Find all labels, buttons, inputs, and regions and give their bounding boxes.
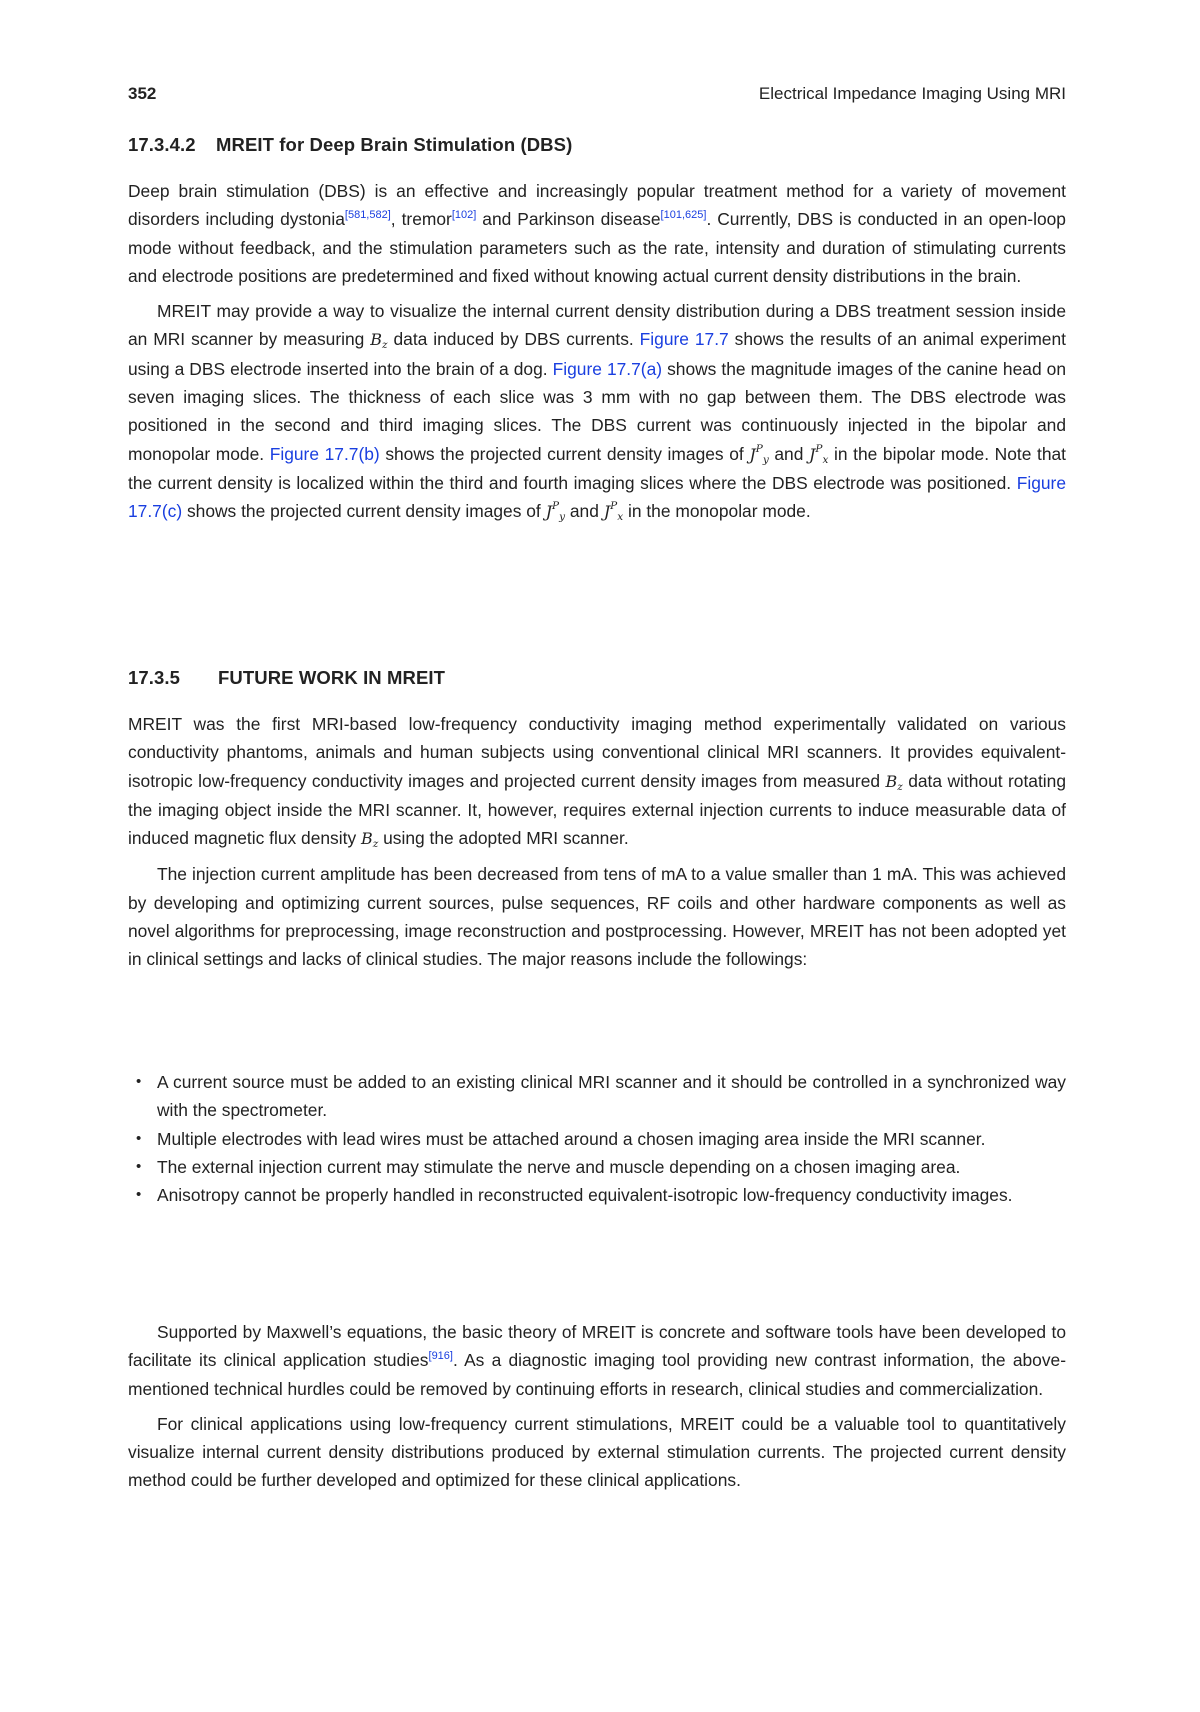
math-symbol: $B_z$ <box>370 330 388 352</box>
paragraph: MREIT was the first MRI-based low-frequency conductivity imaging method experimentally validated on various conductivity phantoms, animals and human subjects using conventional clinical MRI scanners. It provides equivalent-isotropic low-frequency conductivity images and projected current density images from measured $B_z$ data without rotating the imaging object inside the MRI scanner. It, however, requires external injection currents to induce measurable data of induced magnetic flux density $B_z$ using the adopted MRI scanner. <box>128 714 1067 851</box>
paragraph: MREIT may provide a way to visualize the internal current density distribution during a DBS treatment session inside an MRI scanner by measuring $B_z$ data induced by DBS currents. Figure 17.7 shows the results of an animal experiment using a DBS electrode inserted into the brain of a dog. Figure 17.7(a) shows the magnitude images of the canine head on seven imaging slices. The thickness of each slice was 3 mm with no gap between them. The DBS electrode was positioned in the second and third imaging slices. The DBS current was continuously injected in the bipolar and monopolar mode. Figure 17.7(b) shows the projected current density images of $J^P_y$ and $J^P_x$ in the bipolar mode. Note that the current density is localized within the third and fourth imaging slices where the DBS electrode was positioned. Figure 17.7(c) shows the projected current density images of $J^P_y$ and $J^P_x$ in the monopolar mode. <box>128 301 1066 524</box>
running-title: Electrical Impedance Imaging Using MRI <box>758 84 1066 103</box>
citation-link[interactable]: [102] <box>451 209 477 222</box>
list-item: • Multiple electrodes with lead wires must be attached around a chosen imaging area inside the MRI scanner. <box>128 1125 1066 1153</box>
bullet-icon: • <box>136 1073 142 1090</box>
reasons-list <box>128 1068 1066 1209</box>
figure-link[interactable]: Figure 17.7 <box>639 329 729 350</box>
math-symbol: $J^P_x$ <box>808 442 829 466</box>
paragraph: Supported by Maxwell’s equations, the basic theory of MREIT is concrete and software tools have been developed to facilitate its clinical application studies[916]. As a diagnostic imaging tool providing new contrast information, the above-mentioned technical hurdles could be removed by continuing efforts in research, clinical studies and commercialization. <box>128 1322 1066 1399</box>
citation-link[interactable]: [101,625] <box>660 209 707 222</box>
list-item: • Anisotropy cannot be properly handled in reconstructed equivalent-isotropic low-frequency conductivity images. <box>128 1181 1066 1209</box>
math-symbol: $J^P_x$ <box>603 500 624 524</box>
section-body-dbs <box>128 177 1066 527</box>
math-symbol: $J^P_y$ <box>749 442 769 466</box>
section-title: MREIT for Deep Brain Stimulation (DBS) <box>216 134 573 155</box>
math-symbol: $B_z$ <box>360 829 379 851</box>
running-header <box>128 84 1066 108</box>
figure-link[interactable]: Figure 17.7(c) <box>128 472 1066 522</box>
section-heading-dbs <box>128 134 572 156</box>
reasons-list-block <box>128 1068 1066 1209</box>
citation-link[interactable]: [581,582] <box>344 209 391 222</box>
bullet-icon: • <box>136 1186 142 1204</box>
figure-link[interactable]: Figure 17.7(b) <box>269 443 380 464</box>
section-body-future-work <box>128 710 1066 974</box>
page-number: 352 <box>128 84 157 103</box>
section-number: 17.3.4.2 <box>128 134 196 155</box>
list-item: • The external injection current may stimulate the nerve and muscle depending on a chosen imaging area. <box>128 1153 1066 1181</box>
math-symbol: $J^P_y$ <box>545 500 566 524</box>
closing-paragraphs <box>128 1318 1066 1495</box>
math-symbol: $B_z$ <box>885 771 903 793</box>
figure-link[interactable]: Figure 17.7(a) <box>552 358 663 379</box>
section-title: FUTURE WORK IN MREIT <box>218 667 446 688</box>
citation-link[interactable]: [916] <box>428 1350 453 1363</box>
section-heading-future-work <box>128 667 445 689</box>
paragraph: The injection current amplitude has been decreased from tens of mA to a value smaller than 1 mA. This was achieved by developing and optimizing current sources, pulse sequences, RF coils and other hardware components as well as novel algorithms for preprocessing, image reconstruction and postprocessing. However, MREIT has not been adopted yet in clinical settings and lacks of clinical studies. The major reasons include the followings: <box>128 864 1066 970</box>
paragraph: For clinical applications using low-frequency current stimulations, MREIT could be a valuable tool to quantitatively visualize internal current density distributions produced by external stimulation currents. The projected current density method could be further developed and optimized for these clinical applications. <box>128 1413 1066 1491</box>
bullet-icon: • <box>136 1157 142 1175</box>
paragraph: Deep brain stimulation (DBS) is an effective and increasingly popular treatment method for a variety of movement disorders including dystonia[581,582], tremor[102] and Parkinson disease[101,625]. Currently, DBS is conducted in an open-loop mode without feedback, and the stimulation parameters such as the rate, intensity and duration of stimulating currents and electrode positions are predetermined and fixed without knowing actual current density distributions in the brain. <box>128 181 1066 286</box>
bullet-icon: • <box>136 1129 142 1147</box>
section-number: 17.3.5 <box>128 667 181 688</box>
list-item: • A current source must be added to an existing clinical MRI scanner and it should be controlled in a synchronized way with the spectrometer. <box>128 1068 1066 1125</box>
